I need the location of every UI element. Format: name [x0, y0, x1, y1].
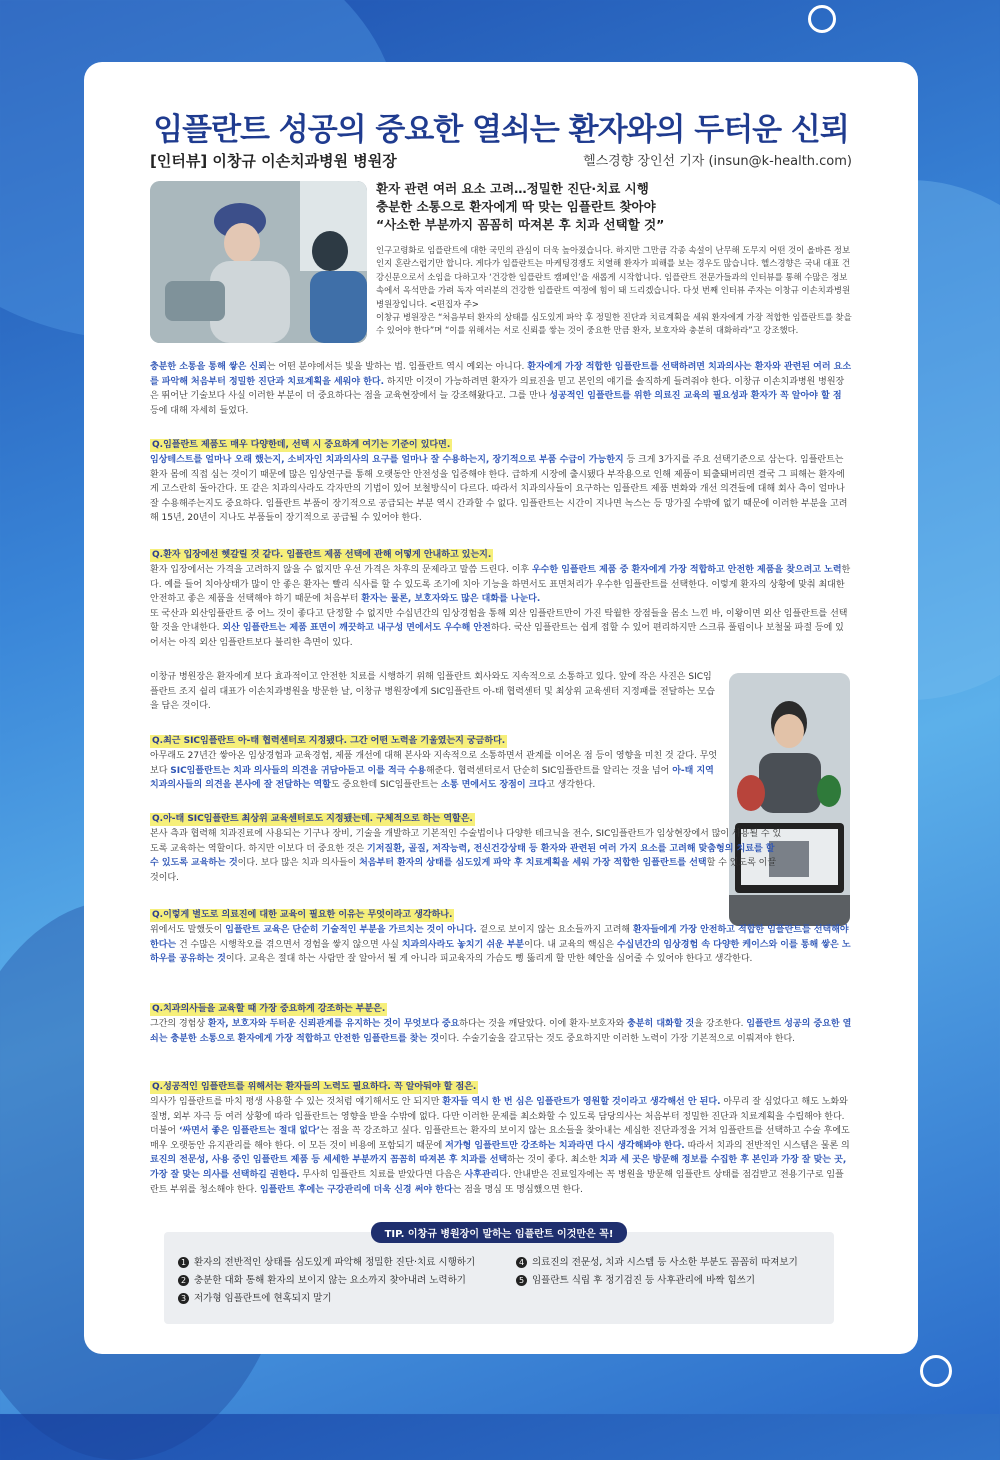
text: 따라서 치과의 전반적인 시스템은 물론 의 [684, 1140, 850, 1151]
highlight-text: 치과의사라도 놓치기 쉬운 부분 [401, 939, 525, 950]
highlight-text: 외산 임플란트는 제품 표면이 깨끗하고 내구성 면에서도 우수해 안전 [222, 623, 491, 634]
highlight-text: 환자에게 가장 적합한 임플란트를 선택하려면 치과의사는 환자와 관련된 여러 요소를 파악해 처음부터 정밀한 진단과 치료계획을 세워야 한다. [150, 362, 852, 387]
tip-item [178, 1292, 332, 1306]
question: Q.임플란트 제품도 매우 다양한데, 선택 시 중요하게 여기는 기준이 있다면. [152, 440, 451, 450]
tip-item [516, 1256, 798, 1270]
qa-block-5 [150, 908, 852, 967]
article-card [84, 62, 918, 1354]
qa-block-3 [150, 734, 718, 793]
highlight-text: 우수한 임플란트 제품 중 환자에게 가장 적합하고 안전한 제품을 찾으려고 노력 [531, 565, 842, 575]
lead-line: “사소한 부분까지 꼼꼼히 따져본 후 치과 선택할 것” [376, 217, 665, 232]
text: 위에서도 말했듯이 [150, 925, 226, 935]
text: 이다. 보다 많은 치과 의사들이 [237, 858, 360, 869]
text: 이다. 수술기술을 갈고닦는 것도 중요하지만 이러한 노력이 가장 기본적으로 이뤄져야 한다. [439, 1033, 796, 1044]
tip-item [178, 1256, 475, 1270]
text: 도 중요한데 SIC임플란트는 [330, 780, 442, 791]
tip-number: 3 [178, 1293, 189, 1304]
body-paragraph-mid [150, 670, 718, 714]
byline: 헬스경향 장인선 기자 (insun@k-health.com) [583, 154, 852, 169]
intro-paragraph: 이창규 병원장은 “처음부터 환자의 상태를 심도있게 파악 후 정밀한 진단과 치료계획을 세워 환자에게 가장 적합한 임플란트를 찾을 수 있어야 한다”며 “이를 위해서는 서로 신뢰를 쌓는 것이 중요한 만큼 환자, 보호자와 충분히 대화하라”고 강조했다. [376, 312, 852, 336]
text: 는 점을 명심 또 명심했으면 한다. [452, 1184, 583, 1195]
highlight-text: 충분한 소통을 통해 쌓은 신뢰 [150, 362, 267, 372]
qa-block-6 [150, 1002, 852, 1046]
text: 한다. 예를 들어 치아상태가 많이 안 좋은 환자는 빨리 식사를 할 수 있도록 조기에 치아 기능을 하면서도 표면처리가 우수한 임플란트를 선택한다. 이렇게 환자의 상황에 맞춰 최대한 안전하고 좋은 제품을 선택해야 하기 때문에 처음부터 [150, 565, 851, 605]
tip-text: 저가형 임플란트에 현혹되지 말기 [194, 1293, 332, 1304]
photo-interview [729, 673, 850, 926]
highlight-text: 료진의 전문성, 사용 중인 임플란트 제품 등 세세한 부분까지 꼼꼼히 따져본 후 치과를 선택 [150, 1155, 508, 1166]
qa-block-1 [150, 438, 852, 526]
highlight-text: 저가형 임플란트만 강조하는 치과라면 다시 생각해봐야 한다. [445, 1140, 685, 1151]
highlight-text: 임플란트 교육은 단순히 기술적인 부분을 가르치는 것이 아니다. [225, 925, 477, 935]
tip-text: 의료진의 전문성, 치과 시스템 등 사소한 부분도 꼼꼼히 따져보기 [532, 1257, 798, 1268]
text: 본사 측과 협력해 치과진료에 사용되는 기구나 장비, 기술을 개발하고 기본적인 수술법이나 다양한 테크닉을 전수, SIC임플란트가 임상현장에서 많이 사용될 수 있도록 교육하는 역할이다. 하지만 이보다 더 중요한 것은 [150, 829, 782, 854]
photo-surgery [150, 181, 367, 343]
text: 을 강조한다. [694, 1019, 747, 1029]
text: 또 국산과 외산임플란트 중 어느 것이 좋다고 단정할 수 없지만 수십년간의 임상경험을 통해 외산 임플란트만이 가진 탁월한 장점들을 몸소 느낀 바, 이왕이면 외산 임플란트를 선택할 것을 안내한다. [150, 608, 848, 634]
text: 고 생각한다. [546, 780, 596, 791]
highlight-text: 성공적인 임플란트를 위한 의료진 교육의 필요성과 환자가 꼭 알아야 할 점 [549, 391, 842, 402]
highlight-text: 환자들 역시 한 번 심은 임플란트가 영원할 것이라고 생각해선 안 된다. [442, 1097, 721, 1107]
tip-title-label: TIP. 이창규 병원장이 말하는 임플란트 이것만은 꼭! [371, 1222, 628, 1243]
highlight-text: 환자는 물론, 보호자와도 많은 대화를 나눈다. [361, 594, 541, 605]
text: 하다. 국산 임플란트는 쉽게 접할 수 있어 편리하지만 스크류 풀림이나 보철물 파절 등에 있어서는 아직 외산 임플란트보다 불리한 측면이 있다. [150, 623, 844, 648]
tip-number: 2 [178, 1275, 189, 1286]
text: 는 어떤 분야에서든 빛을 발하는 법. 임플란트 역시 예외는 아니다. [266, 362, 528, 372]
highlight-text: 수십년간의 임상경험 속 다양한 케이스와 이를 통해 쌓은 노하우를 공유하는 것 [150, 939, 851, 965]
question: Q.최근 SIC임플란트 아-태 협력센터로 지정됐다. 그간 어떤 노력을 기울였는지 궁금하다. [152, 736, 506, 746]
text: 아무래도 27년간 쌓아온 임상경험과 교육경험, 제품 개선에 대해 본사와 지속적으로 소통하면서 관계를 이어온 점 등이 영향을 미친 것 같다. 무엇보다 [150, 751, 718, 776]
tip-number: 5 [516, 1275, 527, 1286]
question: Q.치과의사들을 교육할 때 가장 중요하게 강조하는 부분은. [152, 1004, 386, 1014]
tip-title [164, 1222, 834, 1243]
text: 하는 것이 좋다. 최소한 [507, 1155, 600, 1166]
text: 할 수 있도록 이끌 것이다. [150, 858, 777, 883]
highlight-text: 환자들에게 가장 안전하고 적합한 임플란트를 선택해야 한다는 [150, 925, 849, 950]
highlight-text: 소통 면에서도 장점이 크다 [441, 780, 547, 791]
intro-paragraph: 인구고령화로 임플란트에 대한 국민의 관심이 더욱 높아졌습니다. 하지만 그만큼 각종 속설이 난무해 도무지 어떤 것이 올바른 정보인지 혼란스럽기만 합니다. 게다가 임플란트는 마케팅경쟁도 치열해 환자가 피해를 보는 경우도 많습니다. 헬스경향은 국내 대표 건강신문으로서 소임을 다하고자 ‘건강한 임플란트 캠페인’을 새롭게 시작합니다. 임플란트 전문가들과의 인터뷰를 통해 수많은 정보 속에서 옥석만을 가려 독자 여러분의 건강한 임플란트 여정에 힘이 돼 드리겠습니다. 다섯 번째 인터뷰 주자는 이창규 이손치과병원 병원장입니다. <편집자 주> [376, 245, 851, 309]
tip-number: 1 [178, 1257, 189, 1268]
decorative-ring [920, 1355, 952, 1387]
highlight-text: ‘싸면서 좋은 임플란트는 절대 없다’ [178, 1126, 321, 1137]
highlight-text: 임플란트 후에는 구강관리에 더욱 신경 써야 한다 [259, 1184, 453, 1195]
qa-block-4 [150, 812, 784, 885]
text: 해준다. 협력센터로서 단순히 SIC임플란트를 알리는 것을 넘어 [425, 765, 673, 776]
text: 겉으로 보이지 않는 요소들까지 고려해 [476, 925, 633, 935]
text: 무사히 임플란트 치료를 받았다면 다음은 [299, 1169, 465, 1180]
text: 는 점을 꼭 강조하고 싶다. 임플란트는 환자의 보이지 않는 요소들을 찾아내는 세심한 진단과정을 거쳐 임플란트를 선택하고 수술 후에도 매우 오랫동안 유지관리를 해야 한다. 이 모든 것이 비용에 포함되기 때문에 [150, 1126, 850, 1151]
question: Q.환자 입장에선 헷갈릴 것 같다. 임플란트 제품 선택에 관해 어떻게 안내하고 있는지. [152, 550, 492, 560]
text: 등에 대해 자세히 들었다. [150, 405, 249, 416]
question: Q.이렇게 별도로 의료진에 대한 교육이 필요한 이유는 무엇이라고 생각하나. [152, 910, 453, 920]
text: 이다. 교육은 절대 하는 사람만 잘 알아서 될 게 아니라 피교육자의 가슴도 뻥 뚫리게 할 만한 혜안을 심어줄 수 있어야 한다고 생각한다. [225, 954, 753, 965]
decorative-ring [808, 5, 836, 33]
tip-box [164, 1229, 834, 1324]
question: Q.아-태 SIC임플란트 최상위 교육센터로도 지정됐는데. 구체적으로 하는 역할은. [152, 814, 473, 824]
body-paragraph-1 [150, 360, 852, 418]
highlight-text: 치과 세 곳은 방문해 정보를 수집한 후 본인과 가장 잘 맞는 곳, 가장 잘 맞는 의사를 선택하길 권한다. [150, 1155, 847, 1180]
highlight-text: 사후관리 [464, 1169, 500, 1180]
highlight-text: 처음부터 환자의 상태를 심도있게 파악 후 치료계획을 세워 가장 적합한 임플란트를 선택 [359, 858, 707, 869]
tip-text: 임플란트 식립 후 정기검진 등 사후관리에 바짝 힘쓰기 [532, 1275, 756, 1286]
text: 하다는 것을 깨달았다. 이에 환자·보호자와 [459, 1019, 628, 1029]
text: 환자 입장에서는 가격을 고려하지 않을 수 없지만 우선 가격은 차후의 문제라고 말씀 드린다. 이후 [150, 565, 532, 575]
text: 이창규 병원장은 환자에게 보다 효과적이고 안전한 치료를 시행하기 위해 임플란트 회사와도 지속적으로 소통하고 있다. 앞에 작은 사진은 SIC임플란트 조지 쉴리 대표가 이손치과병원을 방문한 날, 이창규 병원장에게 SIC임플란트 아-태 협력센터 및 최상위 교육센터 지정패를 전달하는 모습을 담은 것이다. [150, 672, 715, 712]
highlight-text: 기저질환, 골질, 저작능력, 전신건강상태 등 환자와 관련된 여러 가지 요소를 고려해 맞춤형의 치료를 할 수 있도록 교육하는 것 [150, 843, 775, 869]
text: 건 수많은 시행착오를 겪으면서 경험을 쌓지 않으면 사실 [176, 939, 402, 950]
qa-block-7 [150, 1080, 852, 1197]
photo-interview-illustration [729, 673, 850, 926]
highlight-text: 충분히 대화할 것 [627, 1019, 695, 1029]
text: 아무리 잘 심었다고 해도 노화와 질병, 외부 자극 등 여러 상황에 따라 임플란트는 영향을 받을 수밖에 없다. 다만 이러한 문제를 최소화할 수 있도록 담당의사는 처음부터 정밀한 진단과 치료계획을 수립해야 한다. 더불어 [150, 1097, 848, 1137]
qa-block-2 [150, 548, 852, 651]
text: 그간의 경험상 [150, 1019, 208, 1029]
highlight-text: 아-태 지역 치과의사들의 의견을 본사에 잘 전달하는 역할 [150, 765, 714, 791]
text: 다. 안내받은 진료일자에는 꼭 병원을 방문해 임플란트 상태를 점검받고 전용기구로 임플란트 부위를 청소해야 한다. [150, 1169, 844, 1195]
article-subtitle: [인터뷰] 이창규 이손치과병원 병원장 [150, 152, 397, 170]
lead-headlines [376, 180, 856, 234]
photo-surgery-illustration [150, 181, 367, 343]
text: 하지만 이것이 가능하려면 환자가 의료진을 믿고 본인의 얘기를 솔직하게 들려줘야 한다. 이창규 이손치과병원 병원장은 뛰어난 기술보다 사실 이러한 부분이 더 중요하다는 점을 교육현장에서 늘 강조해왔다고. 그를 만나 [150, 376, 845, 402]
article-title: 임플란트 성공의 중요한 열쇠는 환자와의 두터운 신뢰 [153, 112, 849, 148]
tip-item [178, 1274, 466, 1288]
highlight-text: SIC임플란트는 치과 의사들의 의견을 귀담아듣고 이를 적극 수용 [170, 765, 426, 776]
text: 의사가 임플란트를 마치 평생 사용할 수 있는 것처럼 얘기해서도 안 되지만 [150, 1097, 443, 1107]
tip-text: 환자의 전반적인 상태를 심도있게 파악해 정밀한 진단·치료 시행하기 [194, 1257, 476, 1268]
text: 이다. 내 교육의 핵심은 [524, 939, 617, 950]
tip-number: 4 [516, 1257, 527, 1268]
tip-text: 충분한 대화 통해 환자의 보이지 않는 요소까지 찾아내려 노력하기 [194, 1275, 466, 1286]
question: Q.성공적인 임플란트를 위해서는 환자들의 노력도 필요하다. 꼭 알아둬야 할 점은. [152, 1082, 477, 1092]
highlight-text: 임플란트 성공의 중요한 열쇠는 충분한 소통으로 환자에게 가장 적합하고 안전한 임플란트를 찾는 것 [150, 1019, 852, 1044]
highlight-text: 환자, 보호자와 두터운 신뢰관계를 유지하는 것이 무엇보다 중요 [207, 1019, 460, 1029]
lead-line: 환자 관련 여러 요소 고려…정밀한 진단·치료 시행 [376, 181, 649, 196]
highlight-text: 임상테스트를 얼마나 오래 했는지, 소비자인 치과의사의 요구를 얼마나 잘 수용하는지, 장기적으로 부품 수급이 가능한지 [150, 455, 624, 465]
text: 등 크게 3가지를 주요 선택기준으로 삼는다. 임플란트는 환자 몸에 직접 심는 것이기 때문에 많은 임상연구를 통해 오랫동안 안전성을 입증해야 한다. 급하게 시장에 출시됐다 부작용으로 인해 제품이 퇴출돼버리면 결국 그 피해는 환자에게 고스란히 돌아간다. 또 같은 치과의사라도 각자만의 기법이 있어 보철방식이 다르다. 따라서 치과의사들이 요구하는 임플란트 제품 변화와 개선 의견들에 대해 회사 측이 얼마나 잘 수용해주는지도 중요하다. 임플란트 부품이 장기적으로 공급되는 부분 역시 간과할 수 없다. 임플란트는 시간이 지나면 녹스는 등 망가질 수밖에 없기 때문에 이러한 부분을 고려해 15년, 20년이 지나도 부품들이 장기적으로 공급될 수 있어야 한다. [150, 455, 848, 524]
intro-text [376, 244, 852, 338]
lead-line: 충분한 소통으로 환자에게 딱 맞는 임플란트 찾아야 [376, 199, 656, 214]
tip-item [516, 1274, 755, 1288]
